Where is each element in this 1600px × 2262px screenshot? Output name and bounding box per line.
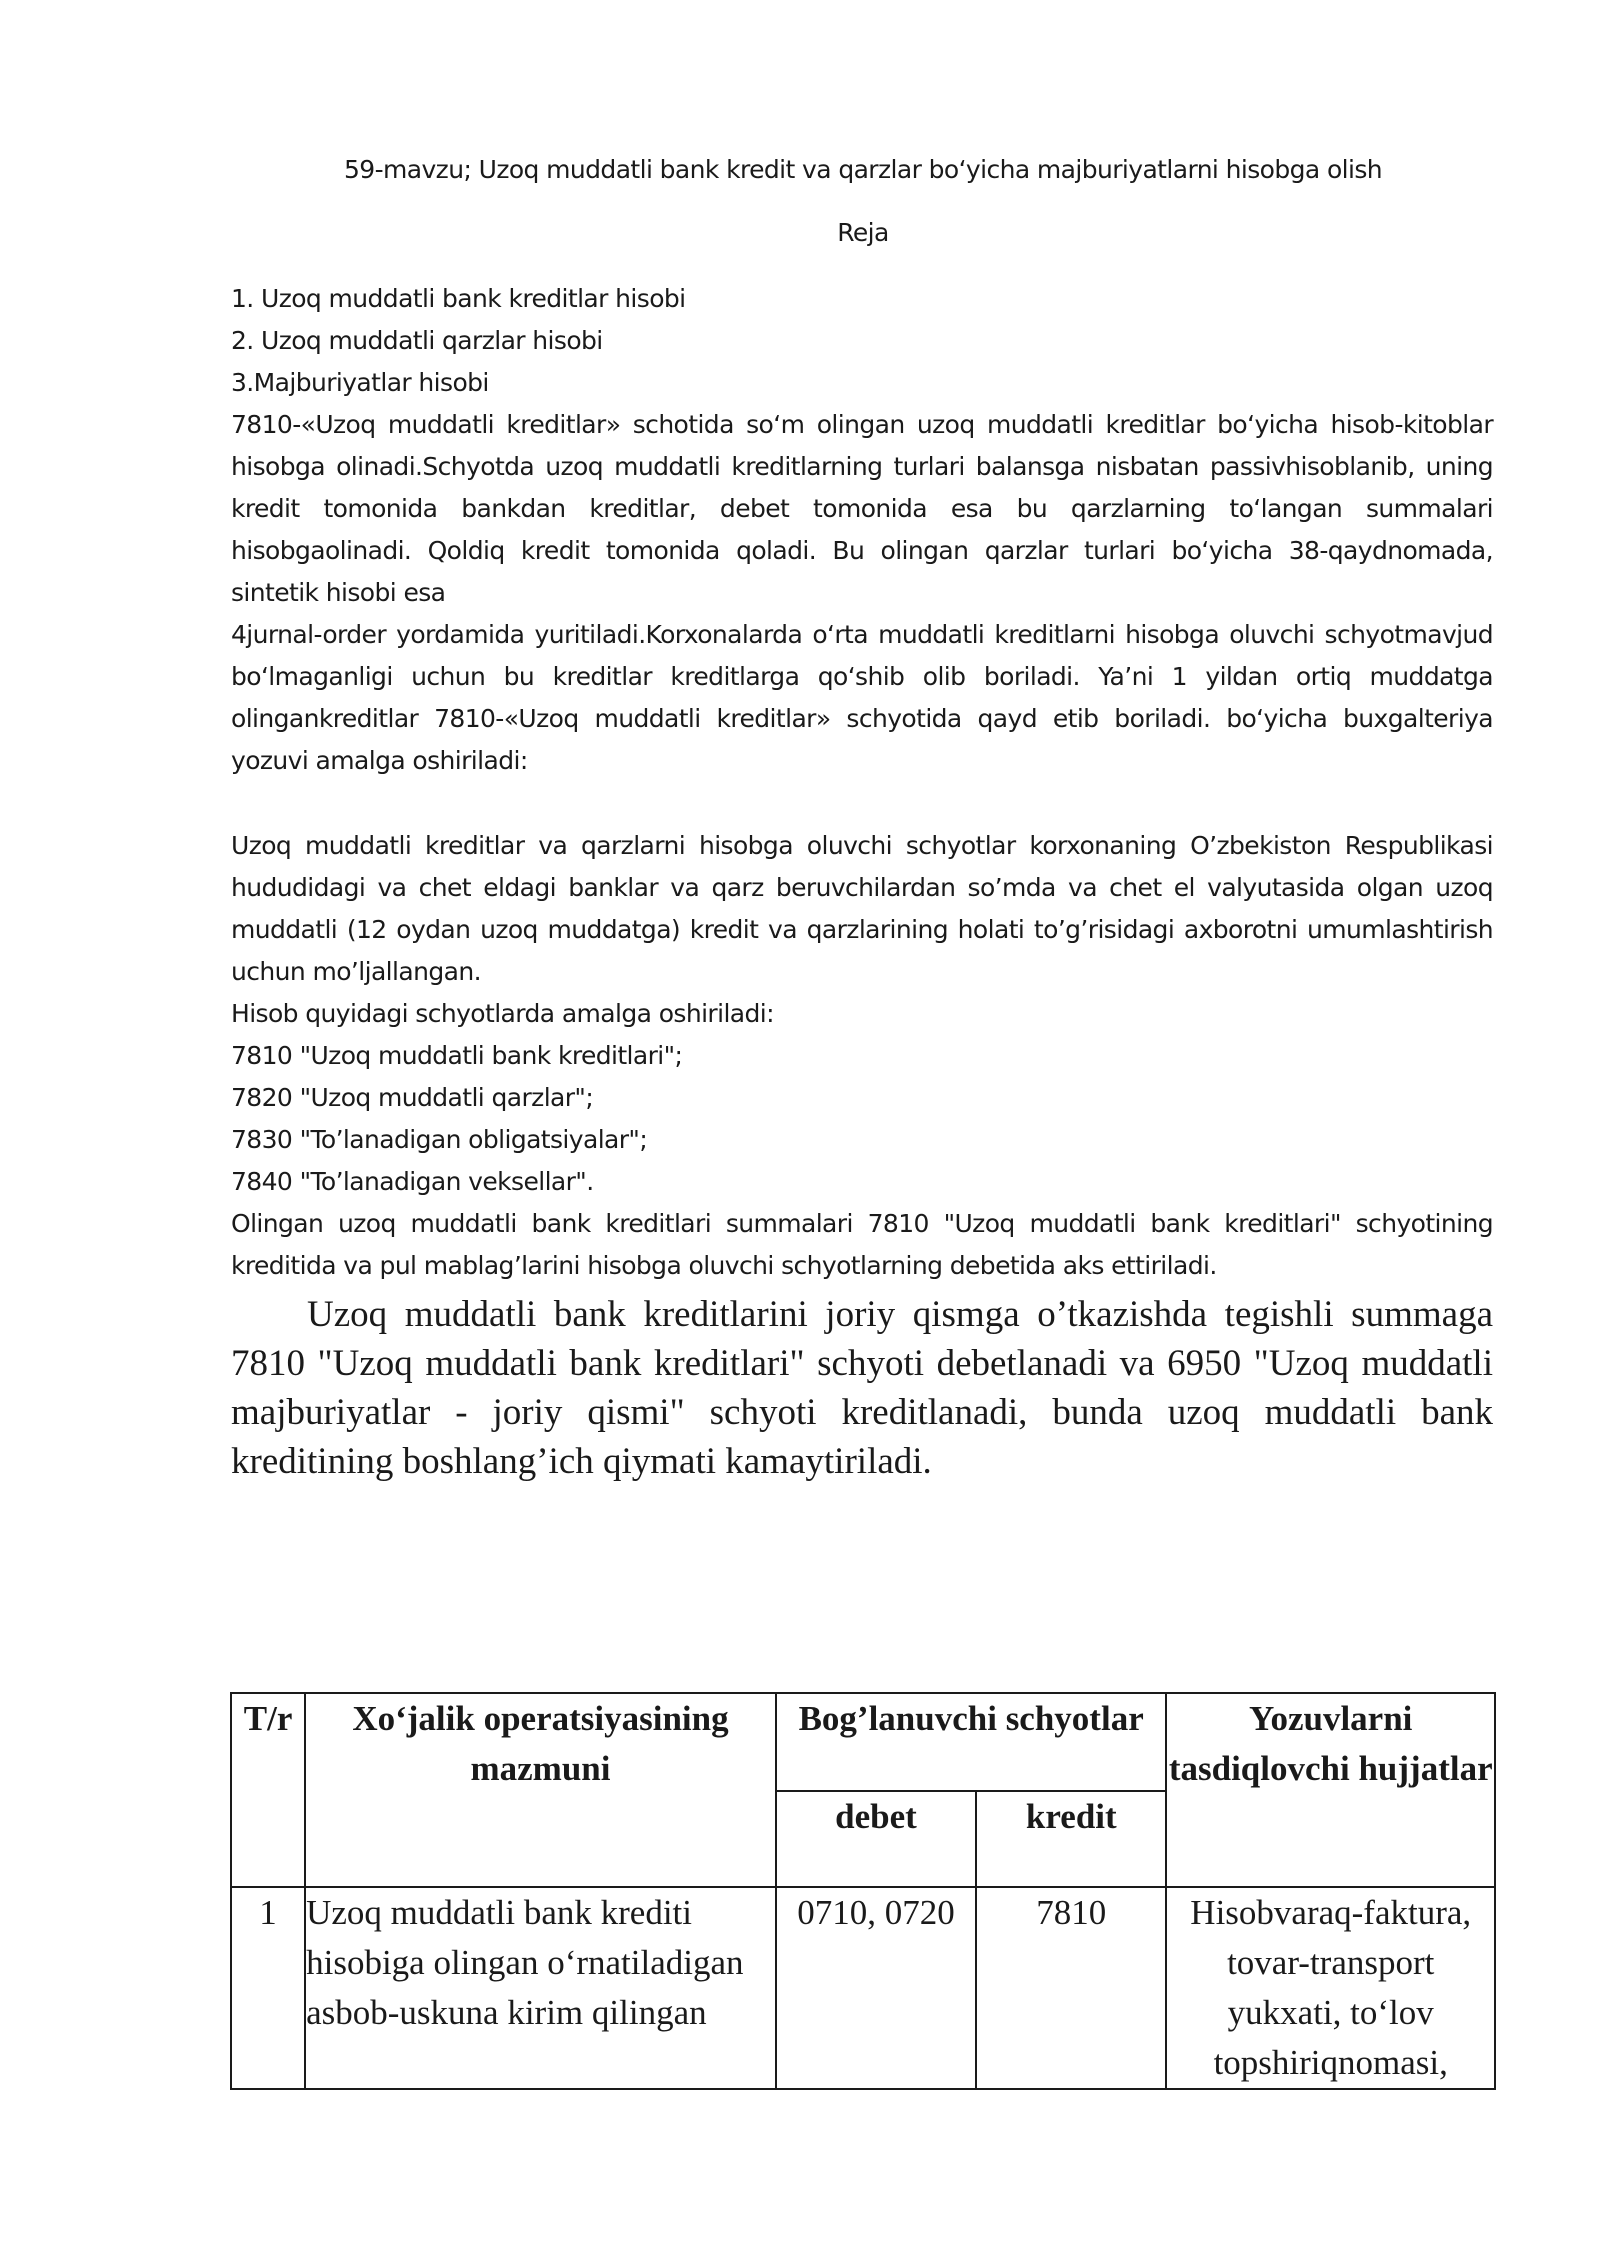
account-item: 7830 "To’lanadigan obligatsiyalar"; [231, 1125, 648, 1154]
plan-item: 3.Majburiyatlar hisobi [231, 368, 489, 397]
cell-debit: 0710, 0720 [776, 1887, 976, 2089]
paragraph-credit-recording: Olingan uzoq muddatli bank kreditlari summalari 7810 "Uzoq muddatli bank kreditlari" schyotining kreditida va pul mablag’larini hisobga oluvchi schyotlarning debetida aks ettiriladi. [231, 1209, 1493, 1280]
plan-item: 2. Uzoq muddatli qarzlar hisobi [231, 326, 603, 355]
header-linked-accounts: Bog’lanuvchi schyotlar [776, 1693, 1167, 1791]
plan-item: 1. Uzoq muddatli bank kreditlar hisobi [231, 284, 686, 313]
header-documents: Yozuvlarni tasdiqlovchi hujjatlar [1166, 1693, 1495, 1887]
table-row [231, 1887, 1495, 2089]
account-item: 7820 "Uzoq muddatli qarzlar"; [231, 1083, 594, 1112]
cell-credit: 7810 [976, 1887, 1166, 2089]
header-operation: Xoʻjalik operatsiyasining mazmuni [305, 1693, 776, 1887]
document-subtitle: Reja [837, 218, 889, 247]
cell-operation: Uzoq muddatli bank krediti hisobiga olingan oʻrnatiladigan asbob-uskuna kirim qilingan [305, 1887, 776, 2089]
document-title: 59-mavzu; Uzoq muddatli bank kredit va qarzlar boʻyicha majburiyatlarni hisobga olish [343, 155, 1382, 184]
plan-list [231, 278, 1493, 782]
accounts-intro: Hisob quyidagi schyotlarda amalga oshiriladi: [231, 999, 774, 1028]
accounts-section [231, 825, 1493, 1287]
cell-documents: Hisobvaraq-faktura, tovar-transport yukxati, toʻlov topshiriqnomasi, [1166, 1887, 1495, 2089]
paragraph-current-portion: Uzoq muddatli bank kreditlarini joriy qismga o’tkazishda tegishli summaga 7810 "Uzoq muddatli bank kreditlari" schyoti debetlanadi va 6950 "Uzoq muddatli majburiyatlar - joriy qismi" schyoti kreditlanadi, bunda uzoq muddatli bank kreditining boshlang’ich qiymati kamaytiriladi. [231, 1294, 1493, 1482]
header-credit: kredit [976, 1791, 1166, 1887]
account-item: 7840 "To’lanadigan veksellar". [231, 1167, 594, 1196]
paragraph-journal-order: 4jurnal-order yordamida yuritiladi.Korxonalarda oʻrta muddatli kreditlarni hisobga oluvchi schyotmavjud boʻlmaganligi uchun bu kreditlar kreditlarga qoʻshib olib boriladi. Ya’ni 1 yildan ortiq muddatga olingankreditlar 7810-«Uzoq muddatli kreditlar» schyotida qayd etib boriladi. boʻyicha buxgalteriya yozuvi amalga oshiriladi: [231, 620, 1493, 775]
paragraph-7810-intro: 7810-«Uzoq muddatli kreditlar» schotida soʻm olingan uzoq muddatli kreditlar boʻyicha hisob-kitoblar hisobga olinadi.Schyotda uzoq muddatli kreditlarning turlari balansga nisbatan passivhisoblanib, uning kredit tomonida bankdan kreditlar, debet tomonida esa bu qarzlarning toʻlangan summalari hisobgaolinadi. Qoldiq kredit tomonida qoladi. Bu olingan qarzlar turlari boʻyicha 38-qaydnomada, sintetik hisobi esa [231, 410, 1493, 607]
account-item: 7810 "Uzoq muddatli bank kreditlari"; [231, 1041, 683, 1070]
header-tr: T/r [231, 1693, 305, 1887]
cell-tr: 1 [231, 1887, 305, 2089]
table-header-row [231, 1693, 1495, 1791]
operations-table [230, 1692, 1496, 2090]
header-debit: debet [776, 1791, 976, 1887]
paragraph-purpose: Uzoq muddatli kreditlar va qarzlarni hisobga oluvchi schyotlar korxonaning O’zbekiston Respublikasi hududidagi va chet eldagi banklar va qarz beruvchilardan so’mda va chet el valyutasida olgan uzoq muddatli (12 oydan uzoq muddatga) kredit va qarzlarining holati to’g’risidagi axborotni umumlashtirish uchun mo’ljallangan. [231, 831, 1493, 986]
